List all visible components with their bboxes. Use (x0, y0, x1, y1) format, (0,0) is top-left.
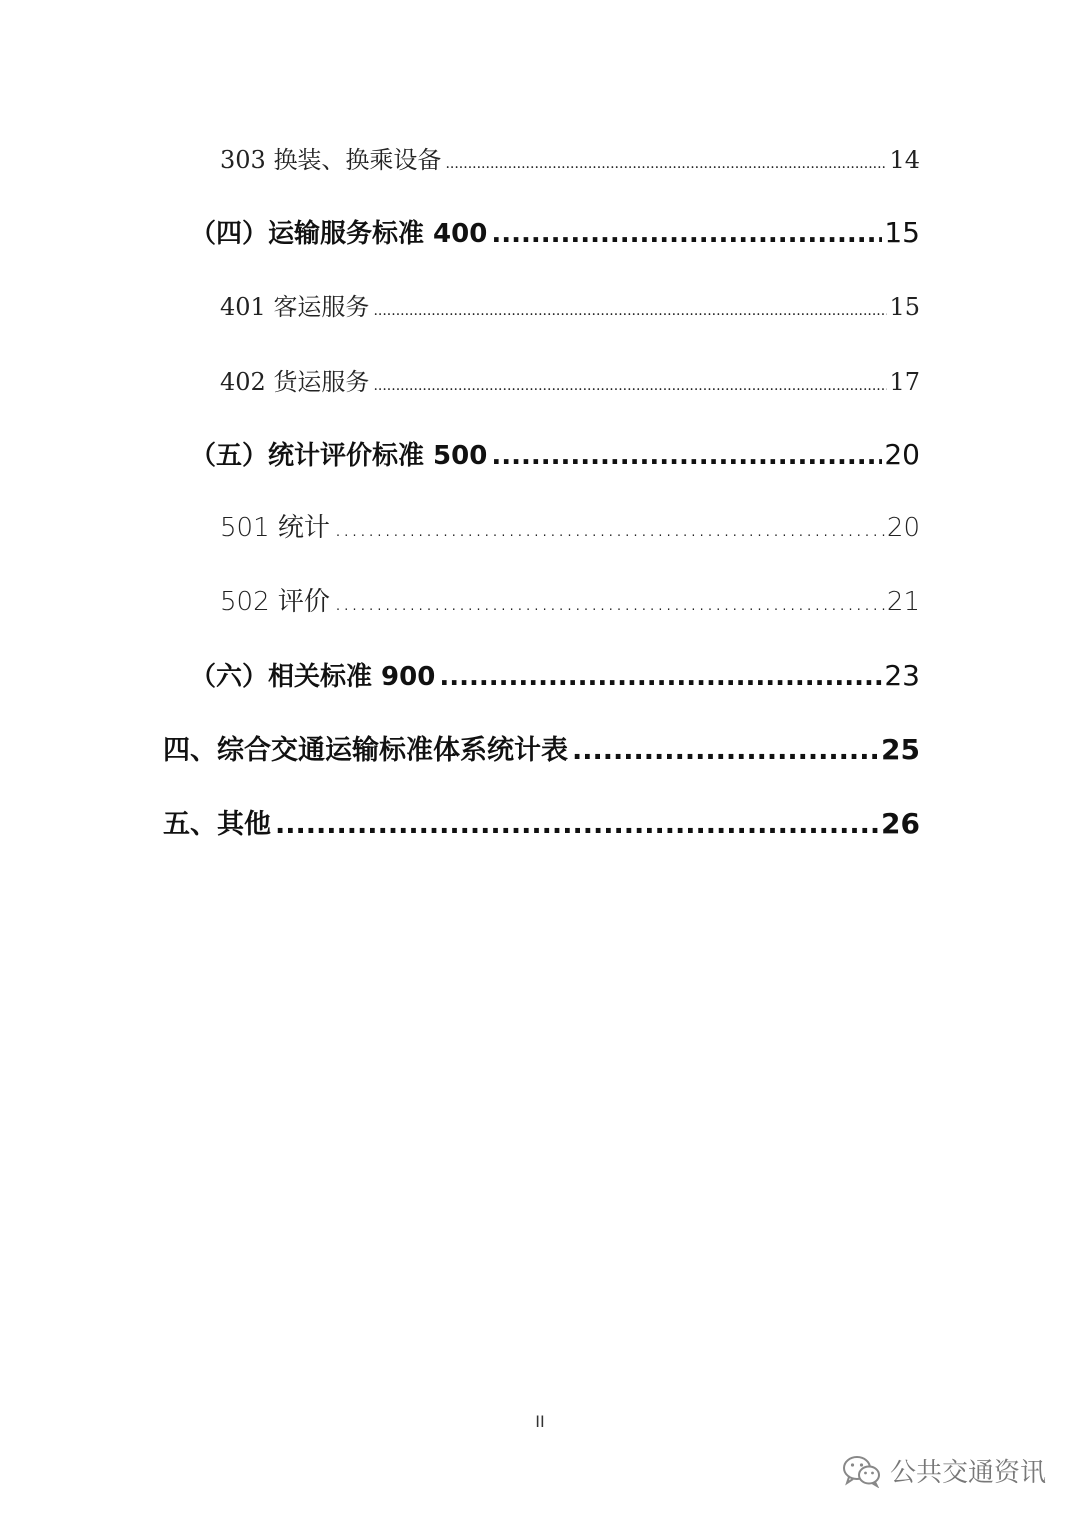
wechat-icon (842, 1454, 882, 1488)
toc-entry-page: 26 (881, 807, 920, 840)
toc-entry-section-4[interactable] (190, 213, 920, 253)
toc-entry-section-6[interactable] (190, 656, 920, 696)
toc-entry-section-5[interactable] (190, 435, 920, 475)
dot-leader (445, 144, 887, 184)
toc-entry-page: 15 (884, 216, 920, 249)
toc-entry-402[interactable] (220, 362, 920, 402)
dot-leader (491, 214, 882, 254)
toc-entry-page: 14 (889, 146, 920, 174)
toc-entry-label: （六）相关标准 900 (190, 662, 436, 692)
dot-leader (275, 805, 879, 845)
toc-entry-502[interactable] (220, 582, 920, 622)
toc-entry-label: 401 客运服务 (220, 293, 370, 321)
dot-leader (373, 366, 887, 406)
dot-leader (439, 657, 882, 697)
dot-leader (373, 291, 887, 331)
dot-leader (572, 731, 879, 771)
dot-leader (334, 508, 885, 548)
toc-entry-page: 17 (889, 368, 920, 396)
toc-entry-chapter-5[interactable] (163, 804, 920, 844)
toc-entry-401[interactable] (220, 287, 920, 327)
toc-entry-label: （四）运输服务标准 400 (190, 219, 488, 249)
toc-entry-page: 20 (886, 513, 920, 543)
dot-leader (334, 582, 885, 622)
toc-entry-label: （五）统计评价标准 500 (190, 441, 488, 471)
toc-entry-501[interactable] (220, 508, 920, 548)
watermark (842, 1452, 1046, 1489)
toc-entry-page: 21 (886, 587, 920, 617)
dot-leader (491, 436, 882, 476)
toc-entry-label: 四、综合交通运输标准体系统计表 (163, 735, 568, 766)
toc-entry-label: 五、其他 (163, 809, 271, 840)
toc-entry-page: 20 (884, 438, 920, 471)
toc-entry-chapter-4[interactable] (163, 730, 920, 770)
toc-entry-label: 303 换装、换乘设备 (220, 146, 442, 174)
toc-entry-page: 25 (881, 733, 920, 766)
toc-entry-page: 15 (889, 293, 920, 321)
toc-entry-303[interactable] (220, 140, 920, 180)
toc-entry-label: 502 评价 (220, 587, 330, 617)
watermark-text: 公共交通资讯 (889, 1458, 1046, 1488)
toc-entry-label: 501 统计 (220, 513, 330, 543)
toc-entry-page: 23 (884, 659, 920, 692)
toc-entry-label: 402 货运服务 (220, 368, 370, 396)
page-number: II (535, 1412, 545, 1431)
